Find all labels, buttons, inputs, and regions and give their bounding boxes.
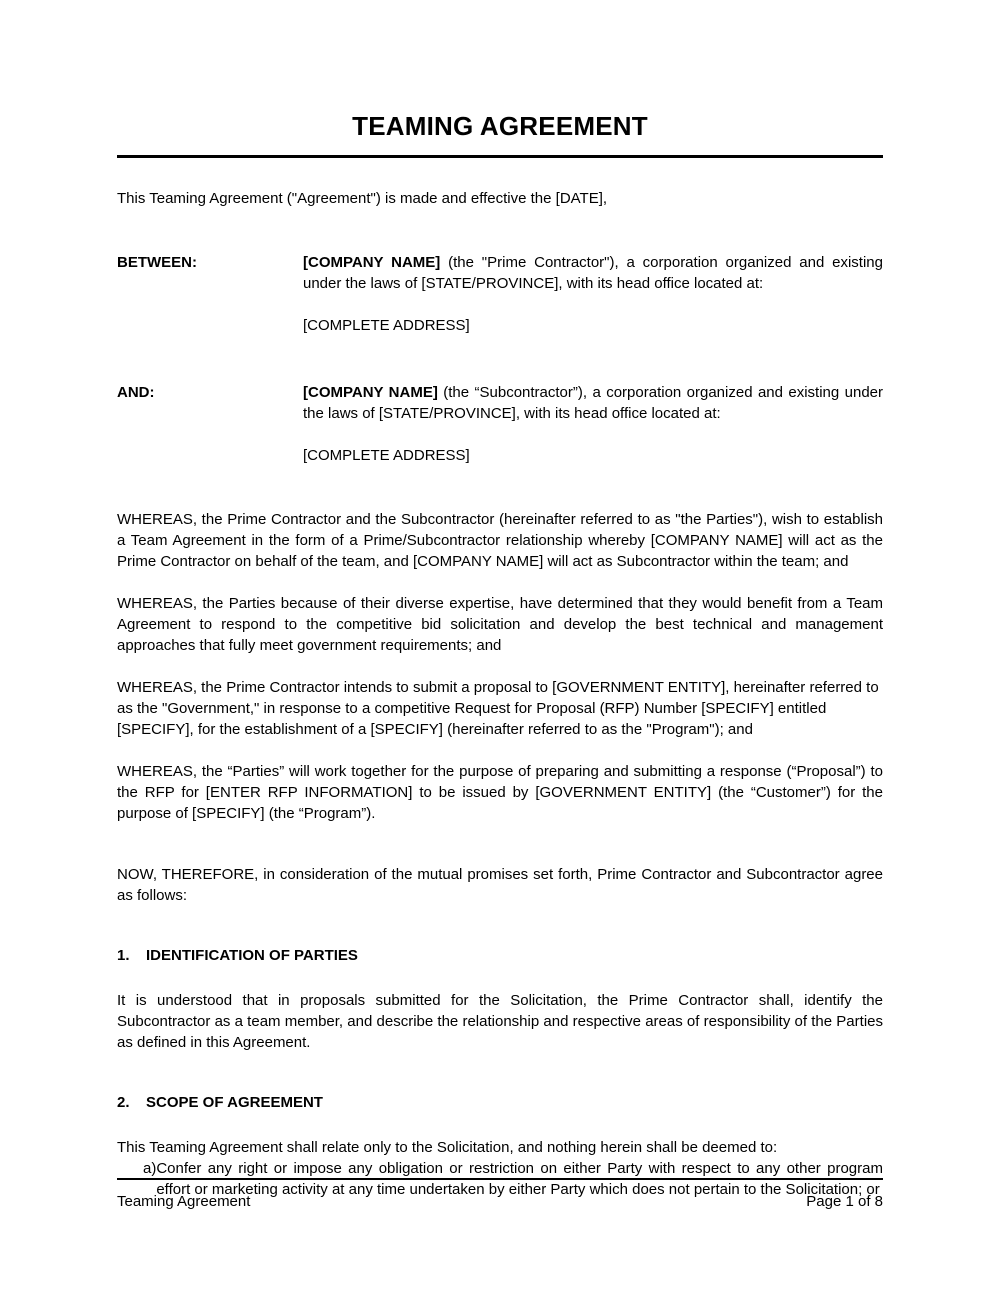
section-body-2: This Teaming Agreement shall relate only to the Solicitation, and nothing herein shall be deemed to:: [117, 1138, 778, 1156]
title-divider: [117, 155, 883, 158]
section-heading-2: [117, 1092, 883, 1113]
party-address-and: [COMPLETE ADDRESS]: [303, 446, 470, 464]
list-item-text-a: Confer any right or impose any obligation or restriction on either Party with respect to any other program effort or marketing activity at any time undertaken by either Party which does not pertain to the Solicitation; or: [156, 1159, 883, 1198]
section-title-1: IDENTIFICATION OF PARTIES: [146, 946, 358, 964]
section-number-2: 2.: [117, 1093, 130, 1111]
party-label-and: AND:: [117, 383, 155, 401]
intro-paragraph: This Teaming Agreement ("Agreement") is made and effective the [DATE],: [117, 189, 608, 207]
party-description-between: [303, 252, 883, 294]
section-body-1: It is understood that in proposals submitted for the Solicitation, the Prime Contractor shall, identify the Subcontractor as a team member, and describe the relationship and respective areas of responsibility of the Parties as defined in this Agreement.: [117, 991, 883, 1051]
party-details-between: (the "Prime Contractor"), a corporation organized and existing under the laws of [STATE/PROVINCE], with its head office located at:: [303, 253, 883, 292]
page-title: TEAMING AGREEMENT: [352, 111, 648, 141]
section-number-1: 1.: [117, 946, 130, 964]
footer-divider: [117, 1178, 883, 1180]
party-company-between: [COMPANY NAME]: [303, 253, 441, 271]
recital-paragraph-4: WHEREAS, the “Parties” will work together for the purpose of preparing and submitting a response (“Proposal”) to the RFP for [ENTER RFP INFORMATION] to be issued by [GOVERNMENT ENTITY] (the “Customer”) for the purpose of [SPECIFY] (the “Program”).: [117, 762, 883, 822]
party-block-between: [117, 252, 883, 336]
party-label-between: BETWEEN:: [117, 253, 197, 271]
now-therefore-paragraph: NOW, THEREFORE, in consideration of the mutual promises set forth, Prime Contractor and Subcontractor agree as follows:: [117, 865, 883, 904]
party-block-and: [117, 382, 883, 466]
party-description-and: [303, 382, 883, 424]
footer-document-name: Teaming Agreement: [117, 1193, 251, 1210]
recital-paragraph-3: WHEREAS, the Prime Contractor intends to submit a proposal to [GOVERNMENT ENTITY], hereinafter referred to as the "Government," in response to a competitive Request for Proposal (RFP) Number [SPECIFY] entitled [SPECIFY], for the establishment of a [SPECIFY] (hereinafter referred to as the "Program"); and: [117, 678, 879, 738]
list-item-marker-a: a): [143, 1159, 157, 1177]
party-company-and: [COMPANY NAME]: [303, 383, 438, 401]
recital-paragraph-2: WHEREAS, the Parties because of their diverse expertise, have determined that they would benefit from a Team Agreement to respond to the competitive bid solicitation and develop the best technical and management approaches that fully meet government requirements; and: [117, 594, 883, 654]
party-details-and: (the “Subcontractor”), a corporation organized and existing under the laws of [STATE/PROVINCE], with its head office located at:: [303, 383, 884, 422]
recital-paragraph-1: WHEREAS, the Prime Contractor and the Subcontractor (hereinafter referred to as "the Parties"), wish to establish a Team Agreement in the form of a Prime/Subcontractor relationship whereby [COMPANY NAME] will act as the Prime Contractor on behalf of the team, and [COMPANY NAME] will act as Subcontractor within the team; and: [117, 510, 883, 570]
party-body-and: [303, 382, 883, 466]
document-content: [117, 0, 883, 1200]
section-heading-1: [117, 945, 883, 966]
party-body-between: [303, 252, 883, 336]
page-footer: [117, 1178, 883, 1212]
footer-page-number: Page 1 of 8: [806, 1193, 883, 1210]
party-address-between: [COMPLETE ADDRESS]: [303, 316, 470, 334]
section-title-2: SCOPE OF AGREEMENT: [146, 1093, 323, 1111]
footer-row: [117, 1191, 883, 1212]
